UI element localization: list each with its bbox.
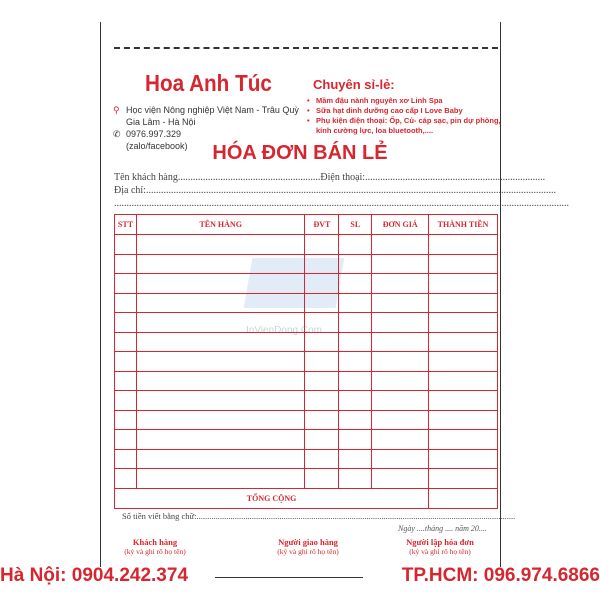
table-cell[interactable] bbox=[429, 254, 498, 274]
customer-label: Tên khách hàng bbox=[114, 172, 178, 183]
table-cell[interactable] bbox=[372, 371, 429, 391]
table-cell[interactable] bbox=[372, 391, 429, 411]
table-cell[interactable] bbox=[429, 293, 498, 313]
table-cell[interactable] bbox=[339, 371, 372, 391]
table-cell[interactable] bbox=[136, 313, 304, 333]
table-cell[interactable] bbox=[339, 332, 372, 352]
table-cell[interactable] bbox=[115, 352, 137, 372]
shop-phone-note: (zalo/facebook) bbox=[126, 141, 188, 151]
table-cell[interactable] bbox=[115, 391, 137, 411]
table-cell[interactable] bbox=[136, 352, 304, 372]
location-icon: ⚲ bbox=[113, 105, 120, 115]
table-row bbox=[115, 391, 498, 411]
table-cell[interactable] bbox=[372, 352, 429, 372]
specialty-list bbox=[307, 96, 502, 136]
table-cell[interactable] bbox=[305, 235, 339, 255]
amount-words-line: Số tiền viết bằng chữ:...................................................................................................................................................... bbox=[122, 511, 516, 521]
table-cell[interactable] bbox=[136, 274, 304, 294]
total-label: TỔNG CỘNG bbox=[115, 488, 429, 508]
signature-role: Người giao hàng bbox=[278, 537, 338, 547]
col-amount: THÀNH TIỀN bbox=[429, 215, 498, 235]
items-table bbox=[114, 214, 498, 509]
customer-name-line: Tên khách hàng.........................................................Điện thoại:........................................................................ bbox=[114, 172, 546, 183]
watermark-text: InVienDong.Com bbox=[246, 325, 322, 336]
table-cell[interactable] bbox=[115, 410, 137, 430]
table-cell[interactable] bbox=[372, 293, 429, 313]
table-cell[interactable] bbox=[305, 332, 339, 352]
table-cell[interactable] bbox=[339, 430, 372, 450]
specialty-item: • Mầm đậu nành nguyên xơ Linh Spa bbox=[307, 96, 502, 106]
phone-icon: ✆ bbox=[113, 129, 121, 139]
table-cell[interactable] bbox=[339, 254, 372, 274]
specialty-item: • Phụ kiện điện thoại: Ốp, Củ- cáp sạc, pin dự phòng, kính cường lực, loa bluetooth,.... bbox=[307, 116, 502, 136]
table-cell[interactable] bbox=[305, 391, 339, 411]
table-cell[interactable] bbox=[372, 254, 429, 274]
table-cell[interactable] bbox=[429, 469, 498, 489]
table-cell[interactable] bbox=[339, 274, 372, 294]
table-cell[interactable] bbox=[115, 430, 137, 450]
table-cell[interactable] bbox=[429, 410, 498, 430]
table-cell[interactable] bbox=[115, 469, 137, 489]
table-cell[interactable] bbox=[429, 430, 498, 450]
table-cell[interactable] bbox=[305, 430, 339, 450]
table-cell[interactable] bbox=[136, 391, 304, 411]
table-cell[interactable] bbox=[115, 274, 137, 294]
table-cell[interactable] bbox=[305, 449, 339, 469]
table-cell[interactable] bbox=[429, 352, 498, 372]
total-value[interactable] bbox=[429, 488, 498, 508]
signature-note: (ký và ghi rõ họ tên) bbox=[124, 547, 186, 556]
table-cell[interactable] bbox=[372, 313, 429, 333]
table-cell[interactable] bbox=[136, 332, 304, 352]
signature-role: Người lập hóa đơn bbox=[406, 537, 474, 547]
table-cell[interactable] bbox=[115, 254, 137, 274]
table-cell[interactable] bbox=[429, 235, 498, 255]
signature-delivery bbox=[258, 537, 358, 556]
col-stt: STT bbox=[115, 215, 137, 235]
table-cell[interactable] bbox=[372, 430, 429, 450]
table-row bbox=[115, 430, 498, 450]
address-line: Địa chỉ:.................................................................................................................................................................... bbox=[114, 185, 556, 196]
table-header bbox=[115, 215, 498, 235]
table-cell[interactable] bbox=[305, 469, 339, 489]
total-row bbox=[115, 488, 498, 508]
table-cell[interactable] bbox=[372, 449, 429, 469]
signature-issuer bbox=[390, 537, 490, 556]
table-cell[interactable] bbox=[136, 449, 304, 469]
hcm-hotline: TP.HCM: 096.974.6866 bbox=[401, 565, 600, 586]
table-cell[interactable] bbox=[115, 332, 137, 352]
col-item: TÊN HÀNG bbox=[136, 215, 304, 235]
table-row bbox=[115, 235, 498, 255]
tear-line bbox=[114, 47, 498, 49]
shop-name: Hoa Anh Túc bbox=[145, 70, 272, 96]
table-cell[interactable] bbox=[429, 332, 498, 352]
table-cell[interactable] bbox=[429, 391, 498, 411]
table-row bbox=[115, 449, 498, 469]
table-cell[interactable] bbox=[136, 410, 304, 430]
table-cell[interactable] bbox=[115, 313, 137, 333]
table-cell[interactable] bbox=[115, 371, 137, 391]
shop-phone: 0976.997.329 bbox=[126, 129, 182, 139]
specialty-title: Chuyên sỉ-lẻ: bbox=[313, 77, 395, 92]
table-cell[interactable] bbox=[136, 371, 304, 391]
signature-role: Khách hàng bbox=[132, 537, 178, 547]
specialty-item: • Sữa hạt dinh dưỡng cao cấp I Love Baby bbox=[307, 106, 502, 116]
footer-divider bbox=[215, 577, 363, 578]
table-row bbox=[115, 352, 498, 372]
table-cell[interactable] bbox=[372, 274, 429, 294]
table-cell[interactable] bbox=[305, 371, 339, 391]
table-cell[interactable] bbox=[339, 352, 372, 372]
table-cell[interactable] bbox=[339, 293, 372, 313]
signature-note: (ký và ghi rõ họ tên) bbox=[277, 547, 339, 556]
table-cell[interactable] bbox=[339, 449, 372, 469]
table-row bbox=[115, 332, 498, 352]
table-cell[interactable] bbox=[305, 254, 339, 274]
col-unit: ĐVT bbox=[305, 215, 339, 235]
table-cell[interactable] bbox=[305, 274, 339, 294]
table-cell[interactable] bbox=[339, 410, 372, 430]
address-label: Địa chỉ: bbox=[114, 185, 146, 196]
table-cell[interactable] bbox=[136, 469, 304, 489]
table-cell[interactable] bbox=[372, 332, 429, 352]
table-cell[interactable] bbox=[136, 430, 304, 450]
shop-address-1: Học viện Nông nghiệp Việt Nam - Trâu Quỳ bbox=[126, 105, 299, 115]
table-cell[interactable] bbox=[115, 293, 137, 313]
table-cell[interactable] bbox=[339, 235, 372, 255]
table-cell[interactable] bbox=[339, 469, 372, 489]
table-cell[interactable] bbox=[372, 410, 429, 430]
amount-words-label: Số tiền viết bằng chữ: bbox=[122, 511, 197, 521]
invoice-title: HÓA ĐƠN BÁN LẺ bbox=[212, 142, 388, 164]
table-cell[interactable] bbox=[305, 352, 339, 372]
table-cell[interactable] bbox=[372, 235, 429, 255]
col-qty: SL bbox=[339, 215, 372, 235]
col-price: ĐƠN GIÁ bbox=[372, 215, 429, 235]
table-cell[interactable] bbox=[136, 254, 304, 274]
table-row bbox=[115, 469, 498, 489]
table-cell[interactable] bbox=[115, 235, 137, 255]
table-cell[interactable] bbox=[305, 293, 339, 313]
table-cell[interactable] bbox=[429, 449, 498, 469]
table-row bbox=[115, 254, 498, 274]
address-line-2: ...................................................................................................................................................................................... bbox=[114, 198, 569, 209]
phone-label: Điện thoại: bbox=[320, 172, 366, 183]
hanoi-hotline: Hà Nội: 0904.242.374 bbox=[0, 565, 189, 586]
date-line: Ngày ....tháng .... năm 20.... bbox=[398, 524, 487, 533]
table-cell[interactable] bbox=[136, 235, 304, 255]
table-row bbox=[115, 410, 498, 430]
signature-note: (ký và ghi rõ họ tên) bbox=[409, 547, 471, 556]
table-cell[interactable] bbox=[429, 371, 498, 391]
table-cell[interactable] bbox=[305, 410, 339, 430]
table-row bbox=[115, 293, 498, 313]
table-cell[interactable] bbox=[305, 313, 339, 333]
table-cell[interactable] bbox=[429, 274, 498, 294]
table-cell[interactable] bbox=[429, 313, 498, 333]
table-cell[interactable] bbox=[339, 313, 372, 333]
table-row bbox=[115, 371, 498, 391]
table-cell[interactable] bbox=[136, 293, 304, 313]
table-row bbox=[115, 313, 498, 333]
table-cell[interactable] bbox=[339, 391, 372, 411]
table-cell[interactable] bbox=[115, 449, 137, 469]
table-cell[interactable] bbox=[372, 469, 429, 489]
table-row bbox=[115, 274, 498, 294]
signature-customer bbox=[110, 537, 200, 556]
shop-address-2: Gia Lâm - Hà Nội bbox=[126, 117, 196, 127]
